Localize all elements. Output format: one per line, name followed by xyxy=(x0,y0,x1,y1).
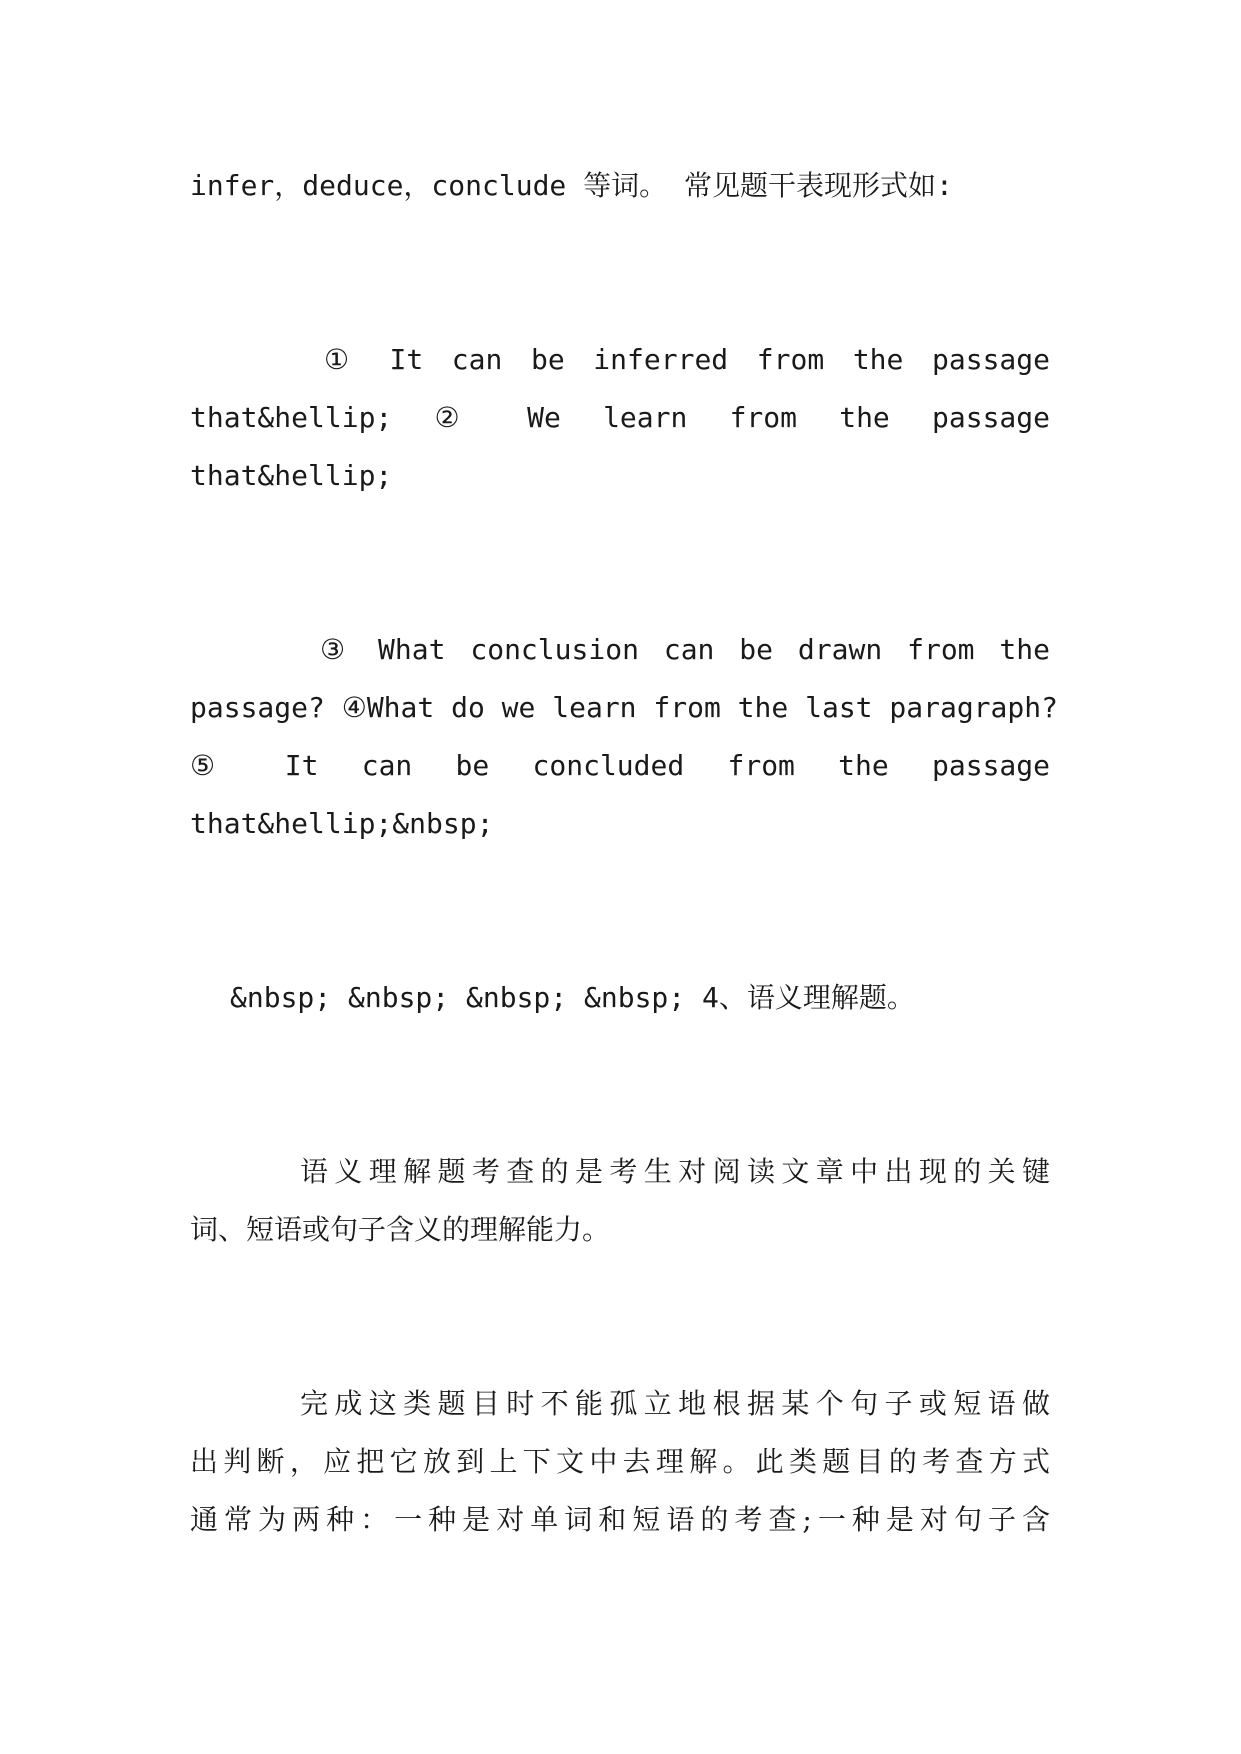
text-line: that&hellip; ② We learn from the passage xyxy=(190,401,1050,434)
text-line: ⑤ It can be concluded from the passage xyxy=(190,749,1050,782)
text-line: &nbsp; &nbsp; &nbsp; &nbsp; 4、语义理解题。 xyxy=(230,981,915,1014)
text-line: passage? ④What do we learn from the last paragraph? xyxy=(190,691,1058,724)
text-line: that&hellip;&nbsp; xyxy=(190,807,494,840)
text-line: infer，deduce，conclude 等词。 常见题干表现形式如: xyxy=(190,169,953,202)
text-line: 出判断，应把它放到上下文中去理解。此类题目的考查方式 xyxy=(190,1445,1050,1478)
text-line: ① It can be inferred from the passage xyxy=(324,343,1050,376)
text-line: 完成这类题目时不能孤立地根据某个句子或短语做 xyxy=(300,1387,1050,1420)
text-line: 语义理解题考查的是考生对阅读文章中出现的关键 xyxy=(300,1155,1050,1188)
text-line: 通常为两种：一种是对单词和短语的考查;一种是对句子含 xyxy=(190,1503,1050,1536)
text-line: that&hellip; xyxy=(190,459,393,492)
text-line: 词、短语或句子含义的理解能力。 xyxy=(190,1213,611,1246)
text-line: ③ What conclusion can be drawn from the xyxy=(320,633,1050,666)
